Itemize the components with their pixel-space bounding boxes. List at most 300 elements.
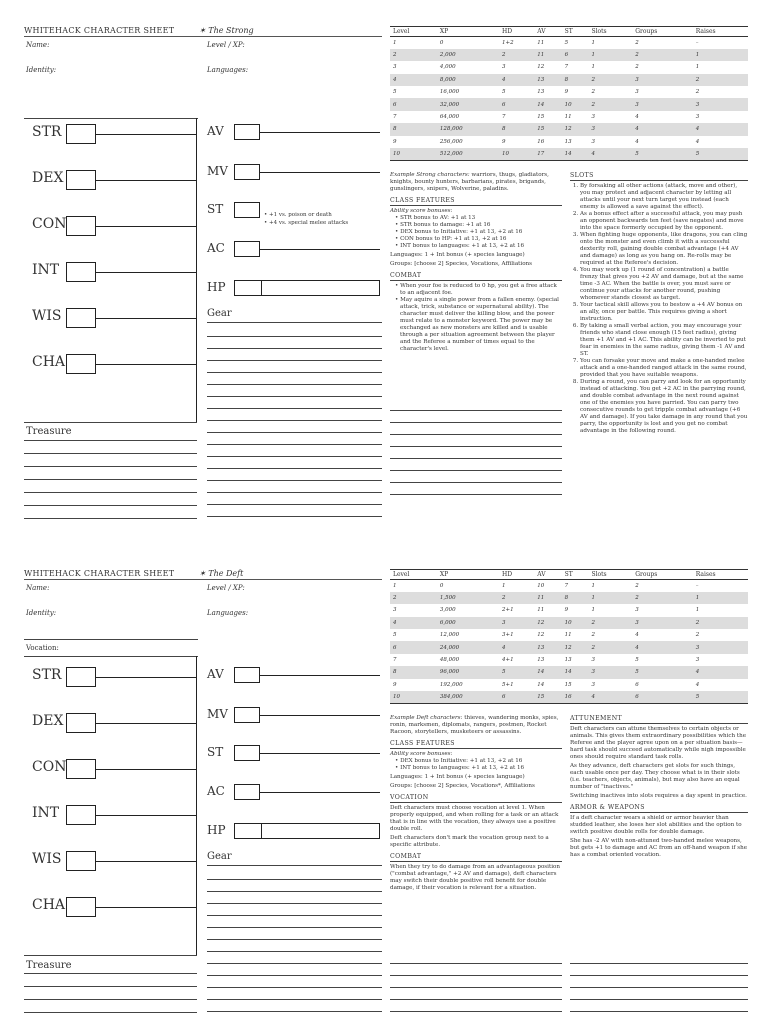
table-cell: 1 — [695, 64, 700, 71]
table-cell: 13 — [537, 657, 545, 664]
class-name: ✶ The Strong — [199, 26, 254, 35]
table-row — [390, 123, 748, 135]
table-cell: 8 — [499, 123, 534, 135]
treasure-line[interactable] — [24, 1012, 197, 1013]
table-cell: 4 — [635, 138, 639, 145]
notes-line[interactable] — [390, 446, 562, 447]
th-raises: Raises — [693, 570, 748, 580]
table-cell: 6 — [499, 691, 534, 703]
table-cell: 1 — [591, 64, 595, 71]
gear-label: Gear — [207, 308, 232, 319]
list-item: 2. As a bonus effect after a successful attack, you may push an opponent backwards ten feet (save negates) and move into the space formerly occupied by the opponent. — [580, 211, 748, 232]
treasure-line[interactable] — [24, 453, 197, 454]
class-name: ✶ The Deft — [199, 569, 244, 578]
treasure-label: Treasure — [26, 426, 72, 437]
str-box[interactable] — [66, 124, 96, 144]
slots-heading: SLOTS — [570, 172, 748, 181]
av-label: AV — [207, 667, 224, 681]
notes-line[interactable] — [570, 999, 748, 1000]
con-line — [96, 769, 196, 770]
table-cell: 2 — [591, 632, 595, 639]
table-cell: 0 — [439, 39, 444, 46]
combat-list — [390, 283, 562, 353]
treasure-line[interactable] — [24, 999, 197, 1000]
table-cell: 7 — [393, 114, 397, 121]
table-cell: 9 — [393, 681, 397, 688]
list-item: 5. Your tactical skill allows you to bestow a +4 AV bonus on an ally, once per battle. This requires giving a short instruction. — [580, 302, 748, 323]
slots-list — [570, 183, 748, 435]
table-cell: 15 — [534, 691, 561, 703]
vocation-text: Deft characters don't mark the vocation group next to a specific attribute. — [390, 835, 549, 848]
con-label: CON — [32, 759, 67, 775]
gear-line[interactable] — [207, 891, 382, 892]
notes-line[interactable] — [390, 422, 562, 423]
gear-line[interactable] — [207, 516, 382, 517]
list-item: • DEX bonus to Initiative: +1 at 13, +2 at 16 — [395, 758, 523, 764]
table-cell: 10 — [562, 617, 589, 629]
st-box[interactable] — [234, 745, 260, 761]
ability-bonus-list — [390, 758, 562, 772]
table-cell: 4 — [499, 74, 534, 86]
ac-label: AC — [207, 241, 225, 255]
notes-line[interactable] — [570, 1011, 748, 1012]
divider — [24, 639, 198, 640]
list-item: • DEX bonus to Initiative: +1 at 13, +2 at 16 — [395, 229, 523, 235]
notes-line[interactable] — [390, 1011, 562, 1012]
av-box[interactable] — [234, 124, 260, 140]
table-row — [390, 61, 748, 73]
con-box[interactable] — [66, 759, 96, 779]
list-item: 6. By taking a small verbal action, you may encourage your friends who stand close enough (15 feet radius), giving them +1 AV and +1 AC. This ability can be inverted to put fear in enemies in the same radius, giving them -1 AV and ST. — [580, 323, 748, 358]
gear-line[interactable] — [207, 951, 382, 952]
table-row — [390, 629, 748, 641]
table-cell: 1 — [589, 49, 633, 61]
table-cell: 2 — [632, 49, 692, 61]
treasure-line[interactable] — [24, 492, 197, 493]
table-cell: 16,000 — [439, 89, 460, 96]
table-cell: 7 — [564, 582, 569, 589]
table-cell: 9 — [564, 89, 569, 96]
list-item: 3. When fighting huge opponents, like dragons, you can cling onto the monster and even climb it with a successful dexterity roll, gaining double combat advantage (+4 AV and damage) as long as you hang on. Re-rolls may be required at the Referee's decision. — [580, 232, 748, 267]
languages-line: Languages: 1 + Int bonus (+ species language) — [390, 252, 525, 258]
notes-line[interactable] — [570, 963, 748, 964]
notes-line[interactable] — [390, 963, 562, 964]
table-cell: 11 — [534, 49, 561, 61]
table-cell: 2 — [635, 582, 639, 589]
list-item: • INT bonus to languages: +1 at 13, +2 at 16 — [395, 243, 525, 249]
armor-weapons-heading: ARMOR & WEAPONS — [570, 804, 748, 813]
cha-label: CHA — [32, 354, 66, 370]
table-cell: 1 — [501, 582, 506, 589]
table-cell: 3 — [693, 98, 748, 110]
notes-line[interactable] — [390, 494, 562, 495]
gear-line[interactable] — [207, 456, 382, 457]
table-cell: 2 — [390, 592, 437, 604]
mv-line — [260, 715, 380, 716]
th-av: AV — [534, 27, 561, 37]
treasure-line[interactable] — [24, 518, 197, 519]
table-cell: 0 — [439, 582, 444, 589]
table-cell: 4,000 — [439, 64, 456, 71]
int-box[interactable] — [66, 262, 96, 282]
av-line — [260, 675, 380, 676]
sheet-header — [24, 569, 382, 580]
sheet-title: WHITEHACK CHARACTER SHEET — [24, 26, 175, 35]
level-table-body — [390, 580, 748, 704]
st-box[interactable] — [234, 202, 260, 218]
wis-box[interactable] — [66, 308, 96, 328]
treasure-line[interactable] — [24, 986, 197, 987]
int-box[interactable] — [66, 805, 96, 825]
divider — [24, 422, 197, 423]
table-cell: 2+1 — [501, 607, 514, 614]
gear-line[interactable] — [207, 444, 382, 445]
table-cell: 3 — [393, 607, 397, 614]
table-cell: 6 — [390, 98, 437, 110]
attunement-text: As they advance, deft characters get slots for such things, each usable once per day. They choose what is in their slots (i.e. teachers, objects, animals), but may also have an equal number of "inactives." — [570, 763, 740, 790]
gear-line[interactable] — [207, 384, 382, 385]
level-table — [390, 26, 748, 161]
th-st: ST — [562, 27, 589, 37]
table-cell: 14 — [562, 666, 589, 678]
table-cell: 2 — [632, 592, 692, 604]
armor-text: If a deft character wears a shield or armor heavier than studded leather, she loses her slot abilities and the option to switch positive double rolls for double damage. — [570, 815, 742, 835]
mv-label: MV — [207, 164, 228, 178]
table-cell: 4 — [632, 123, 692, 135]
table-cell: 4 — [499, 641, 534, 653]
class-features-heading: CLASS FEATURES — [390, 197, 562, 206]
sheet-title: WHITEHACK CHARACTER SHEET — [24, 569, 175, 578]
notes-line[interactable] — [570, 975, 748, 976]
list-item: 1. By forsaking all other actions (attack, move and other), you may protect and adjacent character by letting all attacks until your next turn target you instead (each enemy is allowed a save against the effect). — [580, 183, 748, 211]
table-cell: 256,000 — [439, 138, 463, 145]
combat-heading: COMBAT — [390, 272, 562, 281]
notes-line[interactable] — [390, 470, 562, 471]
table-cell: 4 — [693, 123, 748, 135]
th-hd: HD — [499, 570, 534, 580]
table-cell: 6 — [390, 641, 437, 653]
groups-line: Groups: [choose 2] Species, Vocations, Affiliations — [390, 261, 533, 267]
gear-line[interactable] — [207, 480, 382, 481]
mv-box[interactable] — [234, 707, 260, 723]
table-cell: 48,000 — [439, 657, 460, 664]
table-cell: 5 — [393, 89, 397, 96]
table-cell: 3 — [695, 657, 700, 664]
table-cell: 1 — [693, 49, 748, 61]
cha-label: CHA — [32, 897, 66, 913]
table-cell: 8 — [562, 74, 589, 86]
table-cell: 2 — [589, 98, 633, 110]
gear-line[interactable] — [207, 915, 382, 916]
table-cell: 4+1 — [501, 657, 514, 664]
str-box[interactable] — [66, 667, 96, 687]
table-row — [390, 37, 748, 49]
con-label: CON — [32, 216, 67, 232]
gear-line[interactable] — [207, 879, 382, 880]
table-cell: 17 — [534, 148, 561, 160]
table-cell: 2 — [635, 39, 639, 46]
table-cell: 192,000 — [439, 681, 463, 688]
str-label: STR — [32, 124, 62, 140]
th-hd: HD — [499, 27, 534, 37]
list-item: 8. During a round, you can parry and look for an opportunity instead of attacking. You get +2 AC in the parrying round, and double combat advantage in the next round against one of the enemies you have parried. You can parry two consecutive rounds to get tripple combat advantage (+6 AV and damage). If you take damage in any round that you parry, the opportunity is lost and you get no combat advantage in the following round. — [580, 379, 748, 435]
divider — [24, 118, 198, 119]
table-cell: 1 — [693, 592, 748, 604]
gear-line[interactable] — [207, 336, 382, 337]
st-note-2: • +4 vs. special melee attacks — [264, 220, 349, 226]
con-box[interactable] — [66, 216, 96, 236]
table-cell: 1,500 — [437, 592, 499, 604]
attunement-column — [570, 715, 748, 955]
table-cell: 11 — [564, 632, 572, 639]
table-cell: 15 — [537, 114, 545, 121]
table-cell: 10 — [562, 98, 589, 110]
combat-heading: COMBAT — [390, 853, 562, 862]
table-cell: 3 — [591, 138, 595, 145]
table-cell: – — [695, 39, 699, 46]
stat-bracket — [196, 656, 197, 955]
str-line — [96, 677, 196, 678]
dex-box[interactable] — [66, 713, 96, 733]
table-cell: 8,000 — [437, 74, 499, 86]
notes-line[interactable] — [390, 410, 562, 411]
table-row — [390, 666, 748, 678]
table-cell: 9 — [393, 138, 397, 145]
gear-line[interactable] — [207, 975, 382, 976]
table-cell: 5 — [693, 691, 748, 703]
table-cell: 5 — [632, 666, 692, 678]
table-cell: 10 — [537, 582, 545, 589]
table-row — [390, 679, 748, 691]
table-cell: 13 — [534, 641, 561, 653]
gear-line[interactable] — [207, 963, 382, 964]
hp-box[interactable] — [234, 823, 380, 839]
table-cell: 7 — [501, 114, 506, 121]
table-cell: 4 — [632, 641, 692, 653]
int-line — [96, 272, 196, 273]
gear-line[interactable] — [207, 999, 382, 1000]
av-box[interactable] — [234, 667, 260, 683]
list-item: • When your foe is reduced to 0 hp, you get a free attack to an adjacent foe. — [395, 283, 557, 296]
table-cell: 9 — [501, 138, 506, 145]
class-features-heading: CLASS FEATURES — [390, 740, 562, 749]
table-cell: 2 — [499, 592, 534, 604]
table-cell: 5 — [635, 657, 639, 664]
table-cell: 14 — [562, 148, 589, 160]
table-row — [390, 111, 748, 123]
table-cell: 7 — [564, 64, 569, 71]
ac-line — [260, 792, 380, 793]
table-cell: 5 — [501, 89, 506, 96]
table-cell: 5 — [564, 39, 569, 46]
notes-line[interactable] — [390, 482, 562, 483]
table-cell: 5 — [393, 632, 397, 639]
list-item: • INT bonus to languages: +1 at 13, +2 at 16 — [395, 765, 525, 771]
dex-label: DEX — [32, 713, 64, 729]
class-info-column — [390, 172, 562, 512]
treasure-label: Treasure — [26, 960, 72, 971]
level-table — [390, 569, 748, 704]
th-groups: Groups — [632, 27, 692, 37]
gear-line[interactable] — [207, 408, 382, 409]
slots-column — [570, 172, 748, 517]
table-row — [390, 641, 748, 653]
table-cell: 1 — [591, 39, 595, 46]
table-cell: 16 — [537, 138, 545, 145]
int-label: INT — [32, 262, 60, 278]
table-row — [390, 74, 748, 86]
table-cell: 3,000 — [439, 607, 456, 614]
table-cell: 4 — [589, 148, 633, 160]
notes-line[interactable] — [390, 987, 562, 988]
list-item: • STR bonus to AV: +1 at 13 — [395, 215, 476, 221]
treasure-rule — [24, 440, 197, 441]
gear-line[interactable] — [207, 468, 382, 469]
gear-line[interactable] — [207, 348, 382, 349]
table-cell: 3 — [695, 114, 700, 121]
table-cell: 2 — [635, 64, 639, 71]
table-cell: 3 — [632, 617, 692, 629]
gear-line[interactable] — [207, 420, 382, 421]
gear-line[interactable] — [207, 396, 382, 397]
table-cell: 3 — [591, 681, 595, 688]
gear-rule — [207, 865, 382, 866]
table-cell: 6 — [562, 49, 589, 61]
table-cell: 15 — [534, 123, 561, 135]
treasure-line[interactable] — [24, 505, 197, 506]
treasure-rule — [24, 973, 197, 974]
gear-line[interactable] — [207, 372, 382, 373]
divider — [24, 656, 198, 657]
treasure-line[interactable] — [24, 479, 197, 480]
gear-line[interactable] — [207, 903, 382, 904]
cha-box[interactable] — [66, 354, 96, 374]
table-cell: 11 — [564, 114, 572, 121]
table-cell: 13 — [564, 138, 572, 145]
notes-line[interactable] — [390, 458, 562, 459]
list-item: • CON bonus to HP: +1 at 13, +2 at 16 — [395, 236, 507, 242]
table-cell: 4 — [390, 617, 437, 629]
cha-box[interactable] — [66, 897, 96, 917]
cha-line — [96, 364, 196, 365]
level-table-body — [390, 37, 748, 161]
table-row — [390, 136, 748, 148]
table-cell: 5+1 — [501, 681, 514, 688]
th-slots: Slots — [589, 570, 633, 580]
gear-line[interactable] — [207, 432, 382, 433]
th-av: AV — [534, 570, 561, 580]
table-cell: 1 — [393, 582, 397, 589]
table-cell: 6 — [499, 98, 534, 110]
table-cell: 1 — [591, 607, 595, 614]
gear-line[interactable] — [207, 492, 382, 493]
list-item: 4. You may work up (1 round of concentration) a battle frenzy that gives you +2 AV and damage, but at the same time -3 AC. When the battle is over, you must save or continue your attacks for another round, pushing whomever stands closest as target. — [580, 267, 748, 302]
table-cell: 2 — [693, 74, 748, 86]
gear-line[interactable] — [207, 987, 382, 988]
table-row — [390, 148, 748, 160]
table-row — [390, 654, 748, 666]
ac-box[interactable] — [234, 241, 260, 257]
wis-label: WIS — [32, 308, 62, 324]
list-item: 7. You can forsake your move and make a one-handed melee attack and a one-handed ranged attack in the same round, provided that you have suitable weapons. — [580, 358, 748, 379]
gear-line[interactable] — [207, 927, 382, 928]
av-line — [260, 132, 380, 133]
hp-label: HP — [207, 280, 226, 294]
languages-line: Languages: 1 + Int bonus (+ species language) — [390, 774, 525, 780]
wis-label: WIS — [32, 851, 62, 867]
table-cell: 11 — [534, 592, 561, 604]
table-cell: 2 — [589, 74, 633, 86]
ac-label: AC — [207, 784, 225, 798]
table-cell: 2 — [589, 617, 633, 629]
table-cell: 14 — [534, 666, 561, 678]
th-level: Level — [390, 570, 437, 580]
gear-line[interactable] — [207, 1011, 382, 1012]
dex-box[interactable] — [66, 170, 96, 190]
table-cell: 2 — [591, 89, 595, 96]
table-cell: 5 — [693, 148, 748, 160]
int-line — [96, 815, 196, 816]
table-cell: 6 — [635, 681, 639, 688]
notes-line[interactable] — [390, 975, 562, 976]
table-row — [390, 691, 748, 703]
wis-line — [96, 861, 196, 862]
list-item: • STR bonus to damage: +1 at 16 — [395, 222, 491, 228]
gear-line[interactable] — [207, 360, 382, 361]
st-note-1: • +1 vs. poison or death — [264, 212, 332, 218]
st-label: ST — [207, 745, 224, 759]
th-slots: Slots — [589, 27, 633, 37]
table-header-row — [390, 27, 748, 37]
table-cell: 1+2 — [501, 39, 514, 46]
table-cell: 4 — [695, 138, 700, 145]
ability-bonus-list — [390, 215, 562, 250]
table-cell: 6,000 — [437, 617, 499, 629]
table-cell: 1 — [589, 592, 633, 604]
treasure-line[interactable] — [24, 466, 197, 467]
table-cell: 3 — [501, 64, 506, 71]
hp-box[interactable] — [234, 280, 380, 296]
table-cell: 1 — [695, 607, 700, 614]
divider — [24, 955, 197, 956]
ac-box[interactable] — [234, 784, 260, 800]
gear-line[interactable] — [207, 939, 382, 940]
table-cell: 3 — [632, 98, 692, 110]
table-cell: 2 — [693, 617, 748, 629]
languages-label: Languages: — [207, 66, 249, 74]
notes-line[interactable] — [390, 999, 562, 1000]
table-cell: 3 — [632, 74, 692, 86]
int-label: INT — [32, 805, 60, 821]
table-cell: 14 — [534, 98, 561, 110]
gear-line[interactable] — [207, 504, 382, 505]
level-xp-label: Level / XP: — [207, 584, 245, 592]
dex-line — [96, 180, 196, 181]
table-cell: 512,000 — [437, 148, 499, 160]
table-cell: 64,000 — [439, 114, 460, 121]
table-cell: 3 — [499, 617, 534, 629]
table-cell: 3 — [591, 114, 595, 121]
th-xp: XP — [437, 570, 499, 580]
mv-box[interactable] — [234, 164, 260, 180]
notes-line[interactable] — [390, 434, 562, 435]
con-line — [96, 226, 196, 227]
table-cell: 32,000 — [437, 98, 499, 110]
wis-box[interactable] — [66, 851, 96, 871]
list-item: • May aquire a single power from a fallen enemy. (special attack, trick, substance or supernatural ability). The character must deliver the killing blow, and the power must relate to a monster keyword. The power may be exchanged as new monsters are killed and is usable through a per situation agreement between the player and the Referee a number of times equal to the character's level. — [395, 297, 559, 352]
th-groups: Groups — [632, 570, 692, 580]
notes-line[interactable] — [570, 987, 748, 988]
